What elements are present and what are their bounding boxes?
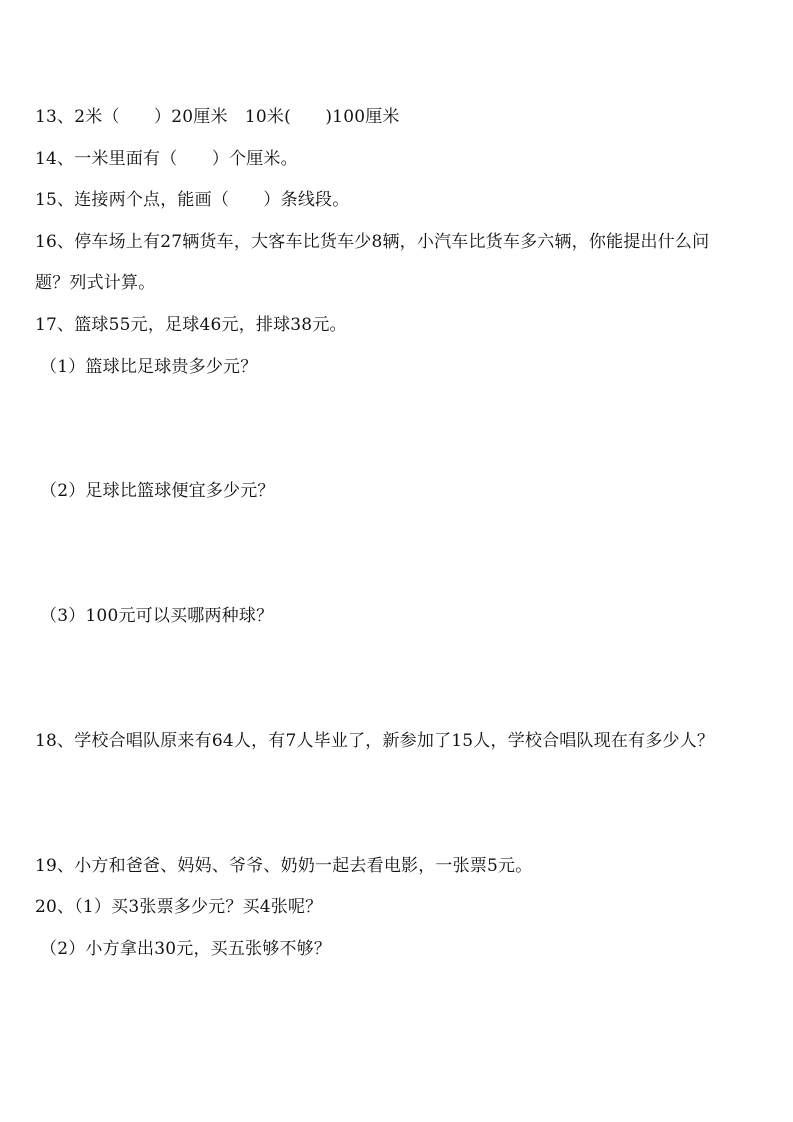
question-17-part-2: （2）足球比篮球便宜多少元？ <box>40 481 275 501</box>
question-15: 15、连接两个点，能画（ ）条线段。 <box>35 190 350 210</box>
question-17-part-1: （1）篮球比足球贵多少元？ <box>40 357 258 377</box>
question-20-part-1: 20、（1）买3张票多少元？买4张呢？ <box>35 897 323 917</box>
question-20-part-2: （2）小方拿出30元，买五张够不够？ <box>40 939 332 959</box>
question-19: 19、小方和爸爸、妈妈、爷爷、奶奶一起去看电影，一张票5元。 <box>35 856 533 876</box>
question-18: 18、学校合唱队原来有64人，有7人毕业了，新参加了15人，学校合唱队现在有多少人？ <box>35 731 715 751</box>
question-16-line-1: 16、停车场上有27辆货车，大客车比货车少8辆，小汽车比货车多六辆，你能提出什么问 <box>35 232 710 252</box>
question-17-part-3: （3）100元可以买哪两种球？ <box>40 606 274 626</box>
question-14: 14、一米里面有（ ）个厘米。 <box>35 149 298 169</box>
question-17: 17、篮球55元，足球46元，排球38元。 <box>35 315 347 335</box>
question-16-line-2: 题？列式计算。 <box>35 273 156 293</box>
question-13: 13、2米（ ）20厘米 10米( )100厘米 <box>35 107 400 127</box>
